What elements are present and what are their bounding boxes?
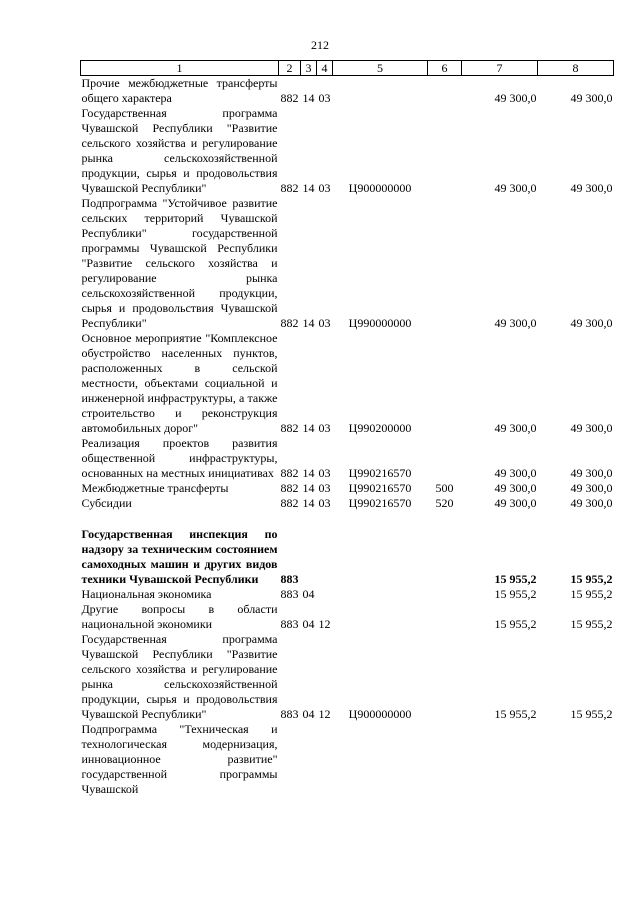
row-amount-7: 49 300,0 [494, 181, 537, 195]
row-code-6 [428, 106, 462, 196]
row-amount-7: 15 955,2 [494, 617, 537, 631]
table-body [81, 76, 614, 798]
row-amount-8: 49 300,0 [570, 481, 613, 495]
row-code-2: 882 [280, 316, 299, 330]
row-amount-8: 49 300,0 [570, 316, 613, 330]
row-code-6 [428, 587, 462, 602]
row-name: Другие вопросы в области национальной экономики [81, 602, 278, 631]
row-code-4: 03 [318, 466, 331, 480]
row-code-6 [428, 602, 462, 632]
row-code-3: 04 [302, 587, 315, 601]
table-row [81, 602, 614, 632]
col-header-6: 6 [428, 61, 462, 76]
row-code-4: 03 [318, 181, 331, 195]
row-code-3: 14 [302, 481, 315, 495]
row-code-3: 14 [302, 91, 315, 105]
table-row [81, 481, 614, 496]
row-name: Основное мероприятие "Комплексное обустройство населенных пунктов, расположенных в сельской местности, объектами социальной и инженерной инфраструктуры, а также строительство и реконструкция автомобильных дорог" [81, 331, 278, 435]
budget-table [80, 60, 614, 797]
row-name: Государственная инспекция по надзору за техническим состоянием самоходных машин и других видов техники Чувашской Республики [81, 527, 278, 586]
row-code-4: 03 [318, 421, 331, 435]
table-row [81, 632, 614, 722]
row-amount-7: 15 955,2 [494, 587, 537, 601]
row-amount-8: 15 955,2 [570, 617, 613, 631]
row-code-5 [333, 722, 428, 797]
row-amount-7 [462, 722, 538, 797]
row-amount-7: 49 300,0 [494, 481, 537, 495]
row-code-4 [317, 722, 333, 797]
row-code-3 [301, 527, 317, 587]
table-row [81, 76, 614, 107]
row-code-2: 882 [280, 496, 299, 510]
row-name: Государственная программа Чувашской Республики "Развитие сельского хозяйства и регулирование рынка сельскохозяйственной продукции, сырья и продовольствия Чувашской Республики" [81, 632, 278, 721]
header-row [81, 61, 614, 76]
row-code-3 [301, 722, 317, 797]
row-amount-8: 15 955,2 [570, 707, 613, 721]
row-code-6 [428, 436, 462, 481]
row-code-4: 03 [318, 316, 331, 330]
row-amount-7: 15 955,2 [494, 572, 537, 586]
spacer-cell [81, 511, 614, 527]
col-header-1: 1 [81, 61, 279, 76]
row-code-6 [428, 196, 462, 331]
col-header-4: 4 [317, 61, 333, 76]
row-name: Подпрограмма "Техническая и технологическая модернизация, инновационное развитие" государственной программы Чувашской [81, 722, 278, 796]
col-header-2: 2 [279, 61, 301, 76]
col-header-8: 8 [538, 61, 614, 76]
table-row [81, 106, 614, 196]
row-amount-8: 49 300,0 [570, 91, 613, 105]
row-code-2: 882 [280, 91, 299, 105]
row-code-2: 883 [280, 572, 299, 586]
row-code-2: 882 [280, 181, 299, 195]
row-code-5: Ц990216570 [348, 496, 412, 510]
row-name: Субсидии [81, 496, 132, 510]
row-code-6 [428, 632, 462, 722]
row-code-5: Ц990200000 [348, 421, 412, 435]
row-code-5 [333, 527, 428, 587]
row-code-5 [333, 587, 428, 602]
row-code-4: 03 [318, 496, 331, 510]
row-amount-8: 49 300,0 [570, 466, 613, 480]
row-code-2: 882 [280, 421, 299, 435]
row-code-5 [333, 602, 428, 632]
table-row [81, 527, 614, 587]
row-code-4 [317, 527, 333, 587]
row-code-6 [428, 722, 462, 797]
row-code-3: 14 [302, 316, 315, 330]
row-amount-8 [538, 722, 614, 797]
row-code-2: 883 [280, 587, 299, 601]
row-code-6: 500 [435, 481, 454, 495]
row-code-3: 14 [302, 421, 315, 435]
spacer-row [81, 511, 614, 527]
row-amount-7: 49 300,0 [494, 421, 537, 435]
row-code-2 [279, 722, 301, 797]
row-code-6 [428, 527, 462, 587]
table-row [81, 496, 614, 511]
row-name: Реализация проектов развития общественной инфраструктуры, основанных на местных инициативах [81, 436, 278, 480]
row-code-3: 04 [302, 707, 315, 721]
row-amount-8: 49 300,0 [570, 421, 613, 435]
row-code-5: Ц990000000 [348, 316, 412, 330]
row-code-4: 12 [318, 707, 331, 721]
row-amount-7: 49 300,0 [494, 466, 537, 480]
row-name: Государственная программа Чувашской Республики "Развитие сельского хозяйства и регулирование рынка сельскохозяйственной продукции, сырья и продовольствия Чувашской Республики" [81, 106, 278, 195]
row-amount-7: 49 300,0 [494, 316, 537, 330]
col-header-7: 7 [462, 61, 538, 76]
row-code-5: Ц990216570 [348, 481, 412, 495]
row-code-2: 883 [280, 617, 299, 631]
row-amount-8: 49 300,0 [570, 181, 613, 195]
row-code-2: 882 [280, 481, 299, 495]
row-code-4: 03 [318, 481, 331, 495]
row-code-6 [428, 76, 462, 107]
row-name: Межбюджетные трансферты [81, 481, 229, 495]
row-amount-7: 49 300,0 [494, 91, 537, 105]
row-code-5: Ц990216570 [348, 466, 412, 480]
col-header-5: 5 [333, 61, 428, 76]
page-number: 212 [311, 38, 329, 52]
row-code-5 [333, 76, 428, 107]
row-code-3: 14 [302, 466, 315, 480]
row-code-2: 882 [280, 466, 299, 480]
table-row [81, 436, 614, 481]
row-code-5: Ц900000000 [348, 181, 412, 195]
table-row [81, 587, 614, 602]
row-code-4: 03 [318, 91, 331, 105]
row-code-3: 04 [302, 617, 315, 631]
row-amount-8: 15 955,2 [570, 587, 613, 601]
row-code-5: Ц900000000 [348, 707, 412, 721]
row-code-2: 883 [280, 707, 299, 721]
row-code-3: 14 [302, 181, 315, 195]
row-amount-8: 49 300,0 [570, 496, 613, 510]
col-header-3: 3 [301, 61, 317, 76]
row-code-6 [428, 331, 462, 436]
row-amount-7: 49 300,0 [494, 496, 537, 510]
row-amount-7: 15 955,2 [494, 707, 537, 721]
row-amount-8: 15 955,2 [570, 572, 613, 586]
row-name: Прочие межбюджетные трансферты общего характера [81, 76, 278, 105]
row-code-4 [317, 587, 333, 602]
row-code-6: 520 [435, 496, 454, 510]
row-code-4: 12 [318, 617, 331, 631]
row-name: Национальная экономика [81, 587, 212, 601]
row-code-3: 14 [302, 496, 315, 510]
table-row [81, 196, 614, 331]
row-name: Подпрограмма "Устойчивое развитие сельских территорий Чувашской Республики" государственной программы Чувашской Республики "Развитие сельского хозяйства и регулирование рынка сельскохозяйственной продукции, сырья и продовольствия Чувашской Республики" [81, 196, 278, 330]
table-row [81, 722, 614, 797]
table-row [81, 331, 614, 436]
